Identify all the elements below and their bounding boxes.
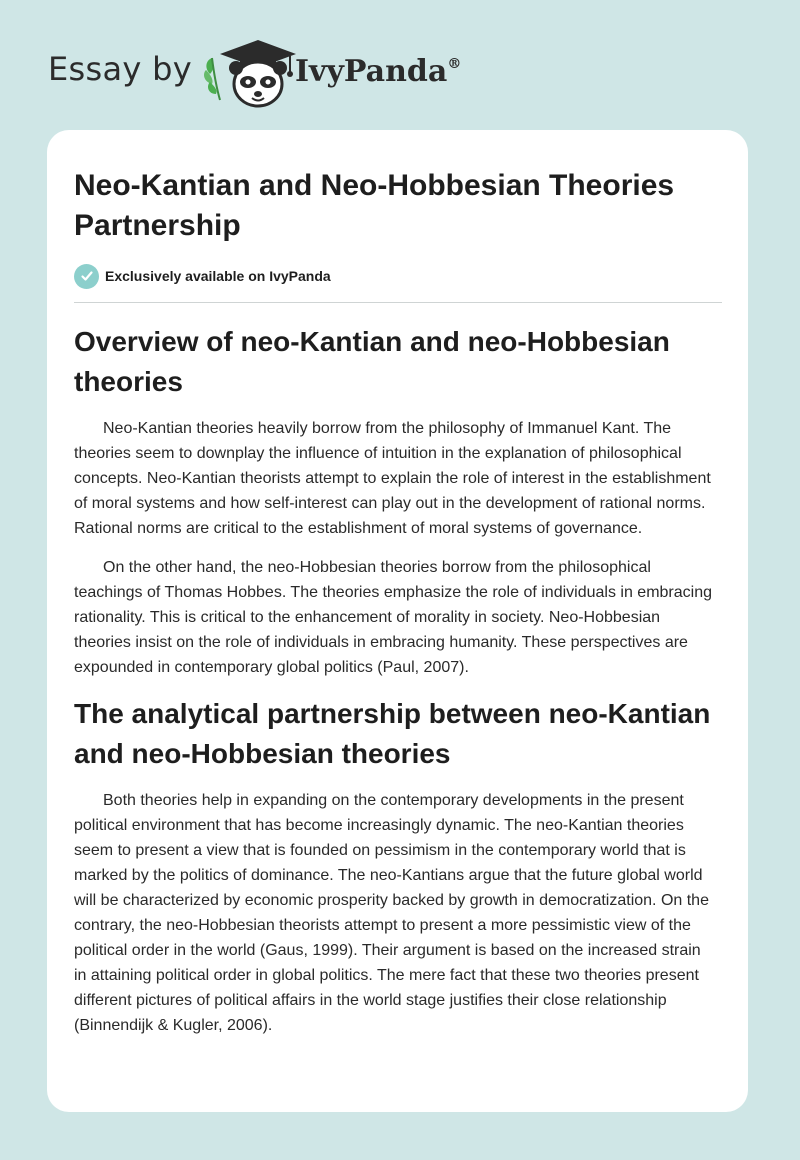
divider: [74, 302, 722, 303]
registered-mark: ®: [447, 56, 462, 72]
brand-logo-text[interactable]: [295, 54, 461, 89]
panda-graduate-icon[interactable]: [200, 34, 296, 110]
article-body: [74, 322, 714, 1052]
exclusive-badge: [74, 263, 331, 289]
section-heading-partnership: The analytical partnership between neo-Kantian and neo-Hobbesian theories: [74, 698, 711, 769]
paragraph: On the other hand, the neo-Hobbesian theories borrow from the philosophical teachings of Thomas Hobbes. The theories emphasize the role of individuals in embracing rationality. This is critical to the enhancement of morality in society. Neo-Hobbesian theories insist on the role of individuals in embracing humanity. These perspectives are expounded in contemporary global politics (Paul, 2007).: [74, 559, 712, 676]
brand-name: IvyPanda: [295, 54, 448, 89]
section-heading-overview: Overview of neo-Kantian and neo-Hobbesian theories: [74, 326, 670, 397]
site-header: [0, 0, 800, 130]
paragraph: Both theories help in expanding on the contemporary developments in the present political environment that has become increasingly dynamic. The neo-Kantian theories seem to present a view that is founded on pessimism in the contemporary world that is marked by the politics of dominance. The neo-Kantians argue that the future global world will be characterized by economic prosperity backed by growth in democratization. On the contrary, the neo-Hobbesian theorists attempt to present a more pessimistic view of the political order in the world (Gaus, 1999). Their argument is based on the increased strain in attaining political order in global politics. The mere fact that these two theories present different pictures of political affairs in the world stage justifies their close relationship (Binnendijk & Kugler, 2006).: [74, 792, 709, 1034]
check-circle-icon: [74, 264, 99, 289]
paragraph: Neo-Kantian theories heavily borrow from the philosophy of Immanuel Kant. The theories seem to downplay the influence of intuition in the explanation of philosophical concepts. Neo-Kantian theorists attempt to explain the role of interest in the establishment of moral systems and how self-interest can play out in the development of rational norms. Rational norms are critical to the establishment of moral systems of governance.: [74, 420, 711, 537]
article-card: [47, 130, 748, 1112]
essay-by-label: Essay by: [48, 50, 192, 88]
page-title: Neo-Kantian and Neo-Hobbesian Theories Partnership: [74, 169, 675, 242]
exclusive-label: Exclusively available on IvyPanda: [105, 268, 331, 284]
